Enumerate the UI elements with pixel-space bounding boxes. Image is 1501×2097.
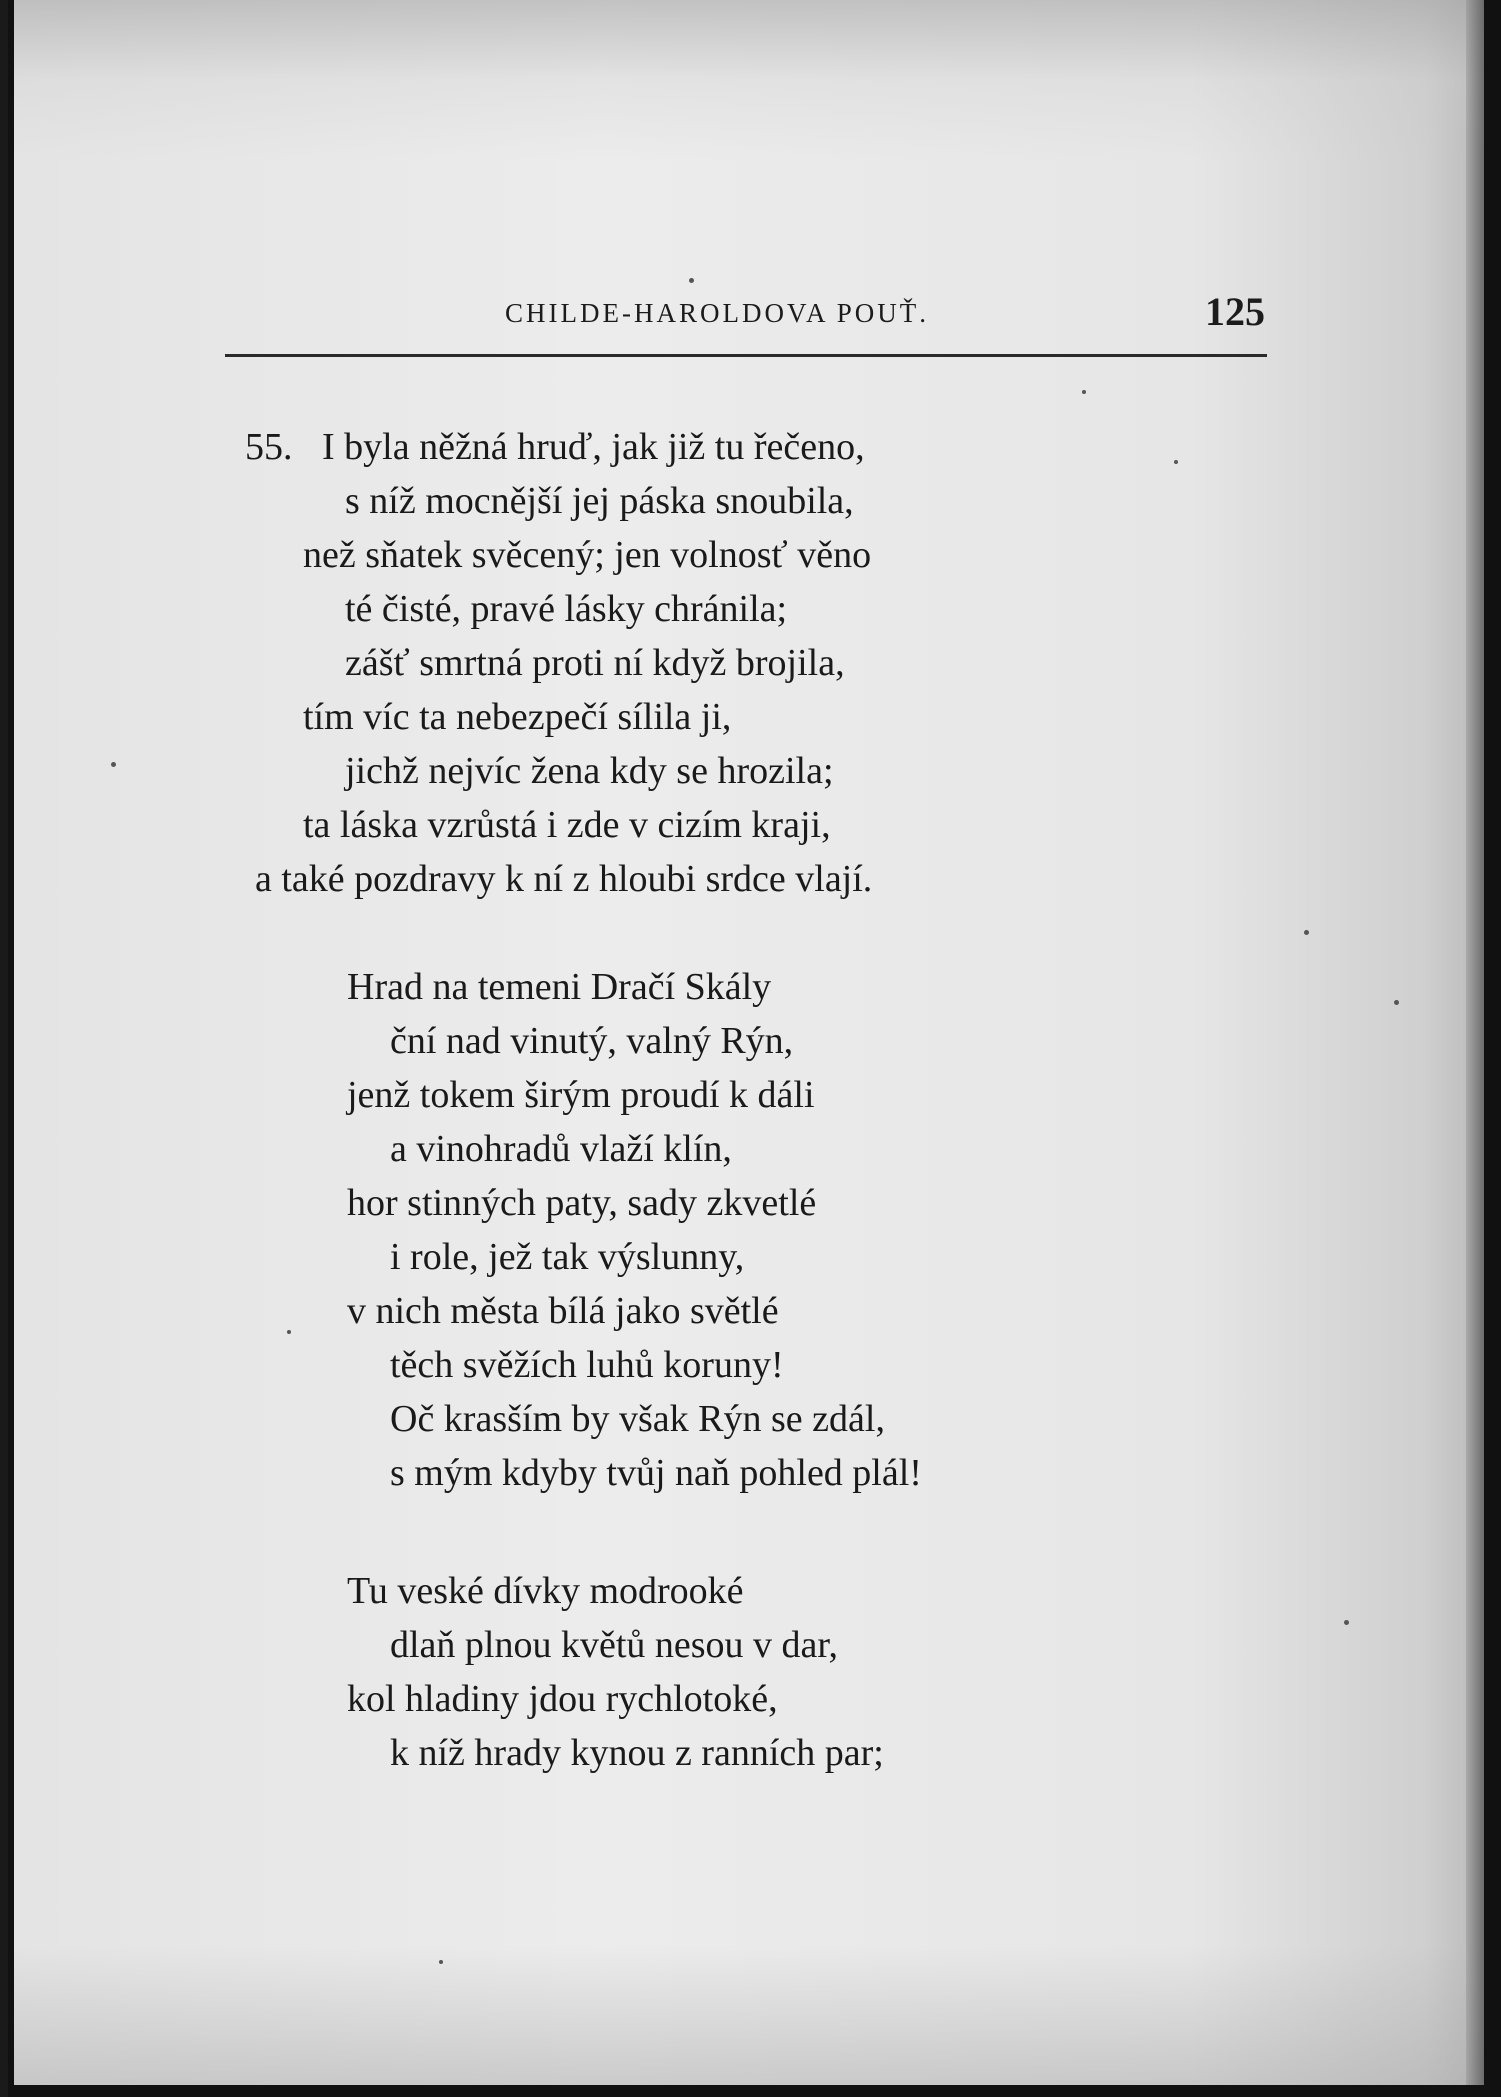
header-rule xyxy=(225,354,1267,357)
verse-line: jichž nejvíc žena kdy se hrozila; xyxy=(345,750,834,792)
scan-speck xyxy=(439,1960,443,1964)
verse-line: v nich města bílá jako světlé xyxy=(347,1290,779,1332)
verse-line: jenž tokem širým proudí k dáli xyxy=(347,1074,815,1116)
verse-line: s níž mocnější jej páska snoubila, xyxy=(345,480,854,522)
verse-line: hor stinných paty, sady zkvetlé xyxy=(347,1182,817,1224)
scan-speck xyxy=(1174,460,1178,464)
scan-shadow-top xyxy=(14,0,1484,160)
verse-line: než sňatek svěcený; jen volnosť věno xyxy=(303,534,872,576)
verse-line: Hrad na temeni Dračí Skály xyxy=(347,966,772,1008)
verse-line: ční nad vinutý, valný Rýn, xyxy=(390,1020,794,1062)
scan-speck xyxy=(111,762,116,767)
verse-line: tím víc ta nebezpečí sílila ji, xyxy=(303,696,732,738)
scan-speck xyxy=(287,1330,291,1334)
scan-speck xyxy=(1304,930,1309,935)
verse-line: Tu veské dívky modrooké xyxy=(347,1570,744,1612)
scan-speck xyxy=(1344,1620,1349,1625)
scan-speck xyxy=(689,278,694,283)
scan-shadow-bottom xyxy=(14,1945,1484,2085)
verse-line: a také pozdravy k ní z hloubi srdce vlají. xyxy=(255,858,873,900)
verse-line: těch svěžích luhů koruny! xyxy=(390,1344,784,1386)
verse-line: ta láska vzrůstá i zde v cizím kraji, xyxy=(303,804,831,846)
verse-line: dlaň plnou květů nesou v dar, xyxy=(390,1624,839,1666)
verse-line: i role, jež tak výslunny, xyxy=(390,1236,745,1278)
scan-speck xyxy=(1082,390,1086,394)
page-edge-left xyxy=(0,0,8,2097)
verse-line: a vinohradů vlaží klín, xyxy=(390,1128,732,1170)
page-edge-right xyxy=(1466,0,1484,2085)
verse-line: k níž hrady kynou z ranních par; xyxy=(390,1732,884,1774)
verse-line: s mým kdyby tvůj naň pohled plál! xyxy=(390,1452,922,1494)
running-title: CHILDE-HAROLDOVA POUŤ. xyxy=(505,298,930,328)
verse-line: zášť smrtná proti ní když brojila, xyxy=(345,642,845,684)
scan-speck xyxy=(1394,1000,1399,1005)
verse-line: kol hladiny jdou rychlotoké, xyxy=(347,1678,778,1720)
verse-line: Oč krasším by však Rýn se zdál, xyxy=(390,1398,885,1440)
verse-line: té čisté, pravé lásky chránila; xyxy=(345,588,788,630)
page-number: 125 xyxy=(1205,289,1265,334)
verse-line: I byla něžná hruď, jak již tu řečeno, xyxy=(322,426,865,468)
stanza-number: 55. xyxy=(245,426,293,468)
